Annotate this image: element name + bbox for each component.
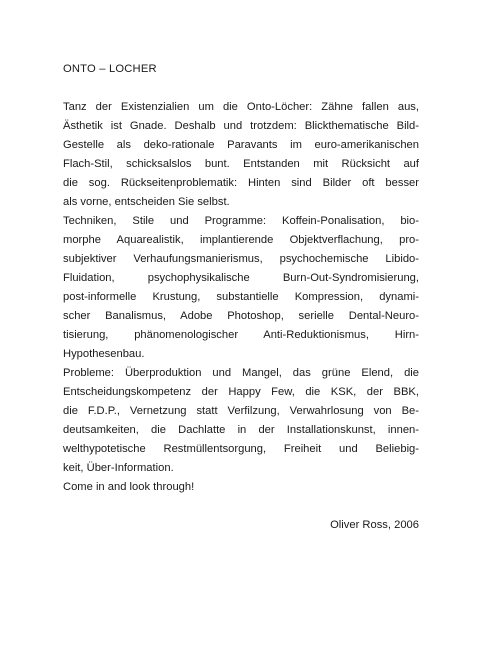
- paragraph: [63, 364, 419, 478]
- paragraph: [63, 478, 419, 497]
- text-line: subjektiver Verhaufungsmanierismus, psychochemische Libido-: [63, 253, 419, 265]
- text-line: Flach-Stil, schicksalslos bunt. Entstanden mit Rücksicht auf: [63, 158, 419, 170]
- text-line: scher Banalismus, Adobe Photoshop, serielle Dental-Neuro-: [63, 310, 419, 322]
- text-line: deutsamkeiten, die Dachlatte in der Installationskunst, innen-: [63, 424, 419, 436]
- text-line: Entscheidungskompetenz der Happy Few, die KSK, der BBK,: [63, 386, 419, 398]
- document-title: ONTO – LOCHER: [63, 63, 157, 75]
- text-line: Come in and look through!: [63, 481, 195, 493]
- text-line: welthypotetische Restmüllentsorgung, Freiheit und Beliebig-: [63, 443, 419, 455]
- text-block: [63, 60, 419, 535]
- text-line: die sog. Rückseitenproblematik: Hinten sind Bilder oft besser: [63, 177, 419, 189]
- text-line: Probleme: Überproduktion und Mangel, das grüne Elend, die: [63, 367, 419, 379]
- body-text: [63, 98, 419, 497]
- text-line: Ästhetik ist Gnade. Deshalb und trotzdem: Blickthematische Bild-: [63, 120, 419, 132]
- text-line: morphe Aquarealistik, implantierende Objektverflachung, pro-: [63, 234, 419, 246]
- text-line: keit, Über-Information.: [63, 462, 174, 474]
- text-line: Techniken, Stile und Programme: Koffein-Ponalisation, bio-: [63, 215, 419, 227]
- text-line: Tanz der Existenzialien um die Onto-Löcher: Zähne fallen aus,: [63, 101, 419, 113]
- text-line: als vorne, entscheiden Sie selbst.: [63, 196, 230, 208]
- text-line: die F.D.P., Vernetzung statt Verfilzung, Verwahrlosung von Be-: [63, 405, 419, 417]
- signature: Oliver Ross, 2006: [330, 519, 419, 531]
- paragraph: [63, 98, 419, 212]
- text-line: Fluidation, psychophysikalische Burn-Out-Syndromisierung,: [63, 272, 419, 284]
- text-line: post-informelle Krustung, substantielle Kompression, dynami-: [63, 291, 419, 303]
- paragraph: [63, 212, 419, 364]
- text-line: tisierung, phänomenologischer Anti-Reduktionismus, Hirn-: [63, 329, 419, 341]
- blank-line: [63, 79, 419, 98]
- text-line: Hypothesenbau.: [63, 348, 145, 360]
- text-line: Gestelle als deko-rationale Paravants im euro-amerikanischen: [63, 139, 419, 151]
